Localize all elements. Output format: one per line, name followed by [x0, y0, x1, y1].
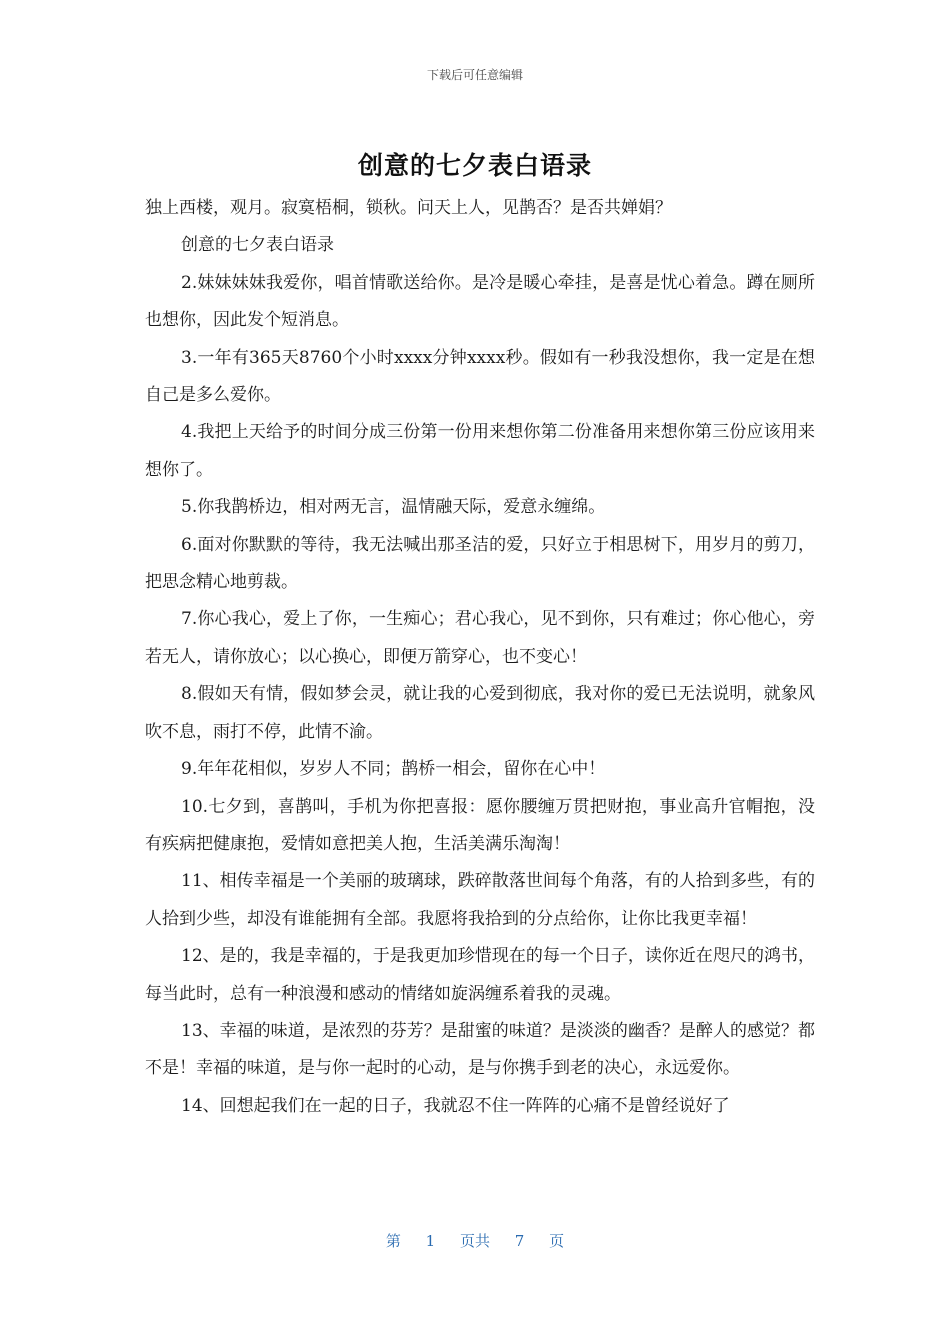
- paragraph: 3.一年有365天8760个小时xxxx分钟xxxx秒。假如有一秒我没想你，我一定是在想自己是多么爱你。: [145, 347, 815, 406]
- paragraph: 8.假如天有情，假如梦会灵，就让我的心爱到彻底，我对你的爱已无法说明，就象风吹不息，雨打不停，此情不渝。: [145, 684, 815, 742]
- document-body: [145, 190, 815, 1125]
- footer-suffix: 页: [549, 1232, 565, 1250]
- page-footer: [0, 1230, 950, 1251]
- paragraph: 13、幸福的味道，是浓烈的芬芳？是甜蜜的味道？是淡淡的幽香？是醉人的感觉？都不是！幸福的味道，是与你一起时的心动，是与你携手到老的决心，永远爱你。: [145, 1020, 815, 1079]
- paragraph: 9.年年花相似，岁岁人不同；鹊桥一相会，留你在心中！: [181, 759, 606, 780]
- paragraph: 独上西楼，观月。寂寞梧桐，锁秋。问天上人，见鹊否？是否共婵娟？: [145, 198, 672, 218]
- header-note: 下载后可任意编辑: [426, 68, 523, 82]
- footer-total-pages: 7: [514, 1232, 525, 1250]
- paragraph: 10.七夕到，喜鹊叫，手机为你把喜报：愿你腰缠万贯把财抱，事业高升官帽抱，没有疾病把健康抱，爱情如意把美人抱，生活美满乐淘淘！: [145, 796, 815, 854]
- paragraph: 6.面对你默默的等待，我无法喊出那圣洁的爱，只好立于相思树下，用岁月的剪刀，把思念精心地剪裁。: [145, 534, 815, 593]
- paragraph: 创意的七夕表白语录: [181, 235, 334, 256]
- paragraph: 11、相传幸福是一个美丽的玻璃球，跌碎散落世间每个角落，有的人拾到多些，有的人拾到少些，却没有谁能拥有全部。我愿将我拾到的分点给你，让你比我更幸福！: [145, 871, 815, 929]
- document-title: 创意的七夕表白语录: [357, 151, 592, 180]
- paragraph: 4.我把上天给予的时间分成三份第一份用来想你第二份准备用来想你第三份应该用来想你了。: [145, 422, 815, 480]
- paragraph: 12、是的，我是幸福的，于是我更加珍惜现在的每一个日子，读你近在咫尺的鸿书，每当此时，总有一种浪漫和感动的情绪如旋涡缠系着我的灵魂。: [145, 946, 815, 1004]
- paragraph: 14、回想起我们在一起的日子，我就忍不住一阵阵的心痛不是曾经说好了: [181, 1095, 730, 1116]
- paragraph: 2.妹妹妹妹我爱你，唱首情歌送给你。是冷是暖心牵挂，是喜是忧心着急。蹲在厕所也想你，因此发个短消息。: [145, 272, 815, 331]
- footer-middle: 页共: [459, 1232, 490, 1250]
- paragraph: 5.你我鹊桥边，相对两无言，温情融天际，爱意永缠绵。: [181, 497, 606, 518]
- paragraph: 7.你心我心，爱上了你，一生痴心；君心我心，见不到你，只有难过；你心他心，旁若无人，请你放心；以心换心，即便万箭穿心，也不变心！: [145, 609, 815, 667]
- footer-prefix: 第: [385, 1232, 401, 1250]
- footer-page-number: 1: [425, 1232, 436, 1250]
